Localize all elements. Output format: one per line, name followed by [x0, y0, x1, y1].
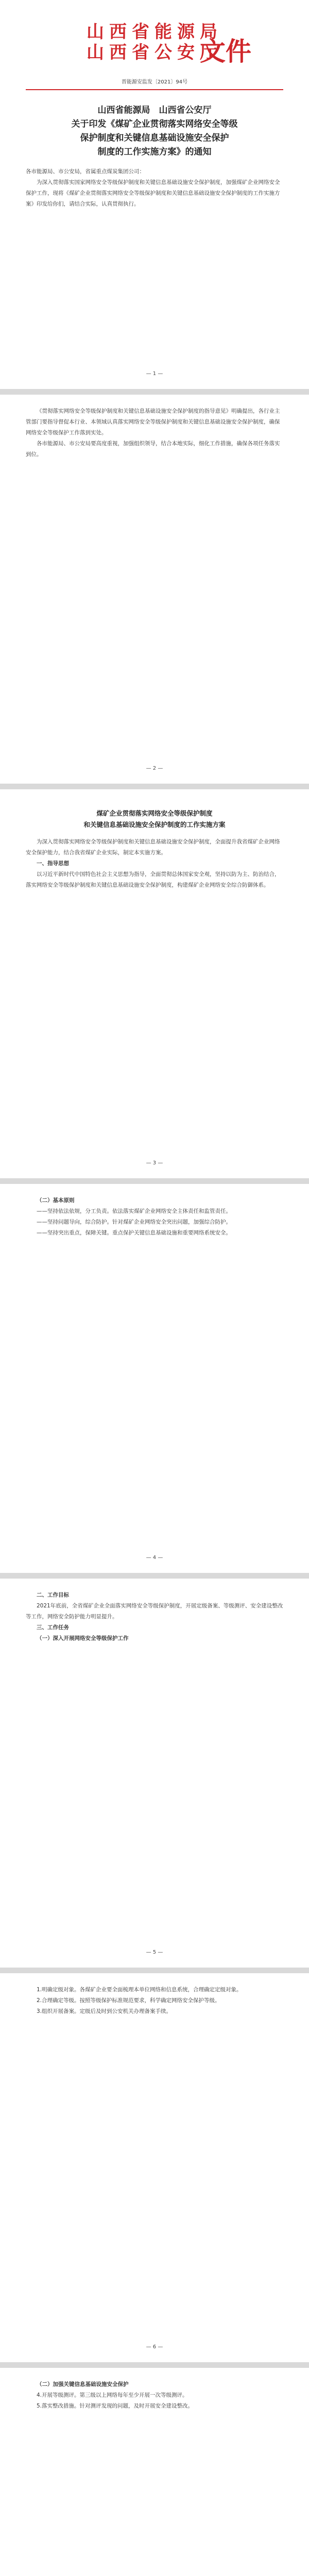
page-1-body [26, 166, 283, 210]
section-heading: 三、工作任务 [37, 1624, 69, 1631]
recipients: 各市能源局、市公安局，省属重点煤炭集团公司： [26, 168, 145, 175]
page-1 [0, 0, 309, 389]
plan-title-line: 和关键信息基础设施安全保护制度的工作实施方案 [83, 821, 226, 828]
list-item: 4.开展等级测评。第三级以上网络每年至少开展一次等级测评。 [37, 2392, 188, 2398]
header-wenjian: 文件 [200, 36, 251, 66]
page-4 [0, 1184, 309, 1573]
issuer-line-2: 山西省公安厅 [87, 42, 222, 63]
list-item: ——坚持依法依规，分工负责。依法落实煤矿企业网络安全主体责任和监管责任。 [37, 1208, 231, 1214]
page-7 [0, 2368, 309, 2576]
paragraph: 各市能源局、市公安局要高度重视，加强组织领导，结合本地实际，细化工作措施，确保各项任务落实到位。 [26, 440, 280, 457]
title-line: 山西省能源局 山西省公安厅 [97, 105, 212, 115]
page-number: — 1 — [146, 371, 163, 377]
section-heading: （二）基本原则 [37, 1197, 75, 1204]
red-divider [26, 89, 283, 90]
page-7-body [26, 2379, 283, 2412]
page-6 [0, 1973, 309, 2362]
list-item: 3.组织开展备案。定级后及时到公安机关办理备案手续。 [37, 2008, 172, 2014]
paragraph: 2021年底前，全省煤矿企业全面落实网络安全等级保护制度，开展定级备案、等级测评、安全建设整改等工作，网络安全防护能力明显提升。 [26, 1603, 283, 1620]
title-line: 保护制度和关键信息基础设施安全保护 [80, 133, 229, 143]
document-header [26, 22, 283, 71]
section-heading: 一、指导思想 [37, 860, 69, 867]
page-5 [0, 1579, 309, 1968]
list-item: 1.明确定级对象。各煤矿企业要全面梳理本单位网络和信息系统，合理确定定级对象。 [37, 1987, 242, 1993]
title-line: 制度的工作实施方案》的通知 [97, 147, 212, 157]
paragraph: 以习近平新时代中国特色社会主义思想为指导，全面贯彻总体国家安全观，坚持以防为主、防治结合，落实网络安全等级保护制度和关键信息基础设施安全保护制度，构建煤矿企业网络安全综合防御体系。 [26, 871, 280, 888]
document-title [26, 104, 283, 159]
section-heading: 二、工作目标 [37, 1592, 69, 1598]
paragraph: 为深入贯彻落实国家网络安全等级保护制度和关键信息基础设施安全保护制度，加强煤矿企业网络安全保护工作，现将《煤矿企业贯彻落实网络安全等级保护制度和关键信息基础设施安全保护制度的工作实施方案》印发给你们，请结合实际，认真贯彻执行。 [26, 179, 280, 207]
document-number: 晋能源安监发〔2021〕94号 [121, 79, 188, 85]
title-line: 关于印发《煤矿企业贯彻落实网络安全等级 [71, 119, 238, 129]
page-number: — 2 — [146, 766, 163, 771]
page-3 [0, 789, 309, 1178]
paragraph: 《贯彻落实网络安全等级保护制度和关键信息基础设施安全保护制度的指导意见》明确提出，各行业主管部门要指导督促本行业、本领域认真落实网络安全等级保护制度和关键信息基础设施安全保护制度，确保网络安全等级保护工作落到实处。 [26, 408, 280, 436]
page-number: — 5 — [146, 1950, 163, 1955]
issuer-line-1: 山西省能源局 [87, 22, 222, 42]
plan-title [26, 808, 283, 831]
page-2-body [26, 406, 283, 460]
subsection-heading: （一）深入开展网络安全等级保护工作 [37, 1635, 129, 1641]
list-item: ——坚持问题导向，综合防护。针对煤矿企业网络安全突出问题，加强综合防护。 [37, 1219, 231, 1225]
page-number: — 4 — [146, 1555, 163, 1561]
plan-title-line: 煤矿企业贯彻落实网络安全等级保护制度 [96, 809, 213, 817]
page-2 [0, 395, 309, 784]
list-item: 2.合理确定等级。按照等级保护标准规范要求，科学确定网络安全保护等级。 [37, 1997, 220, 2004]
page-3-body [26, 837, 283, 891]
list-item: 5.落实整改措施。针对测评发现的问题，及时开展安全建设整改。 [37, 2403, 194, 2409]
page-6-body [26, 1985, 283, 2017]
list-item: ——坚持突出重点，保障关键。重点保护关键信息基础设施和重要网络系统安全。 [37, 1230, 231, 1236]
page-4-body [26, 1195, 283, 1239]
page-number: — 6 — [146, 2344, 163, 2350]
page-5-body [26, 1590, 283, 1644]
page-number: — 3 — [146, 1160, 163, 1166]
subsection-heading: （二）加强关键信息基础设施安全保护 [37, 2381, 129, 2387]
paragraph: 为深入贯彻落实网络安全等级保护制度和关键信息基础设施安全保护制度，全面提升我省煤矿企业网络安全保护能力，结合我省煤矿企业实际，制定本实施方案。 [26, 839, 280, 856]
